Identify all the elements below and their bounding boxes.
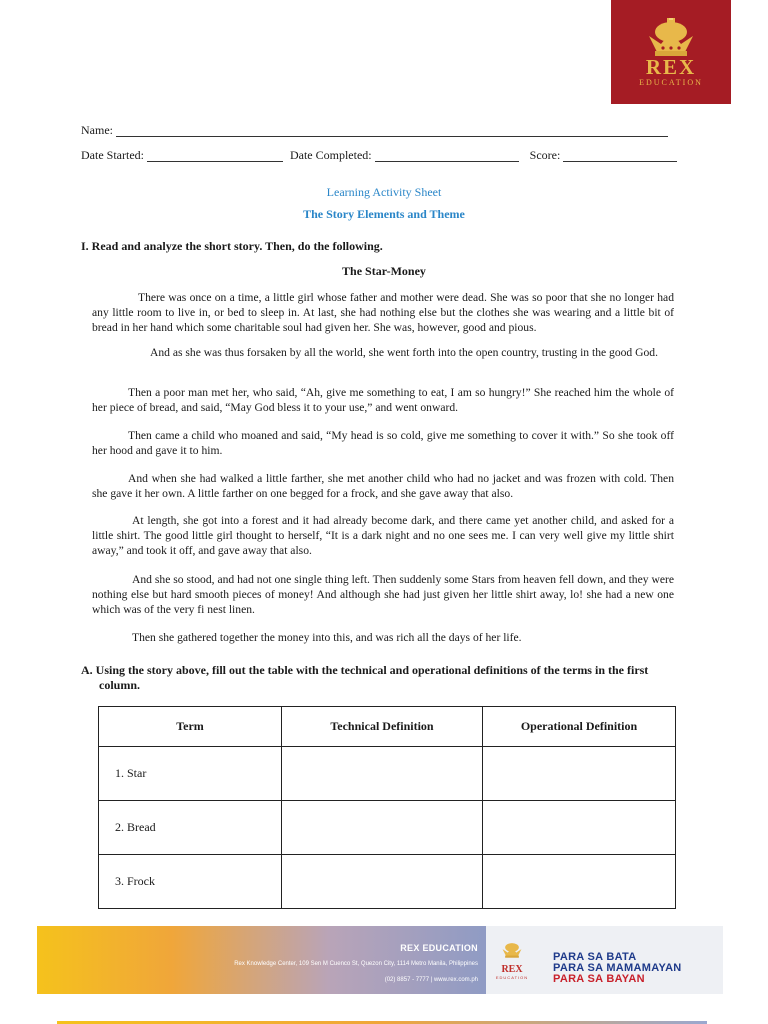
footer-slogan-panel [486, 926, 723, 994]
table-header-row [99, 707, 676, 747]
logo-subtitle: EDUCATION [639, 78, 703, 87]
column-header-technical: Technical Definition [282, 707, 483, 747]
footer-logo-sub: EDUCATION [495, 975, 529, 980]
column-header-operational: Operational Definition [483, 707, 676, 747]
footer-logo-name: REX [501, 964, 523, 975]
slogan-line-3: PARA SA BAYAN [553, 973, 645, 985]
story-title: The Star-Money [342, 264, 426, 278]
footer-banner [37, 926, 723, 994]
rex-education-logo [611, 0, 731, 104]
table-row [99, 747, 676, 801]
story-paragraph: Then a poor man met her, who said, “Ah, give me something to eat, I am so hungry!” She reached him the whole of her piece of bread, and said, “May God bless it to your use,” and went onward. [92, 386, 674, 414]
story-paragraph: And she so stood, and had not one single thing left. Then suddenly some Stars from heaven fell down, and they were nothing else but hard smooth pieces of money! And although she had just given her little shirt away, lo! she had a new one which was of the very fi nest linen. [92, 573, 674, 616]
date-started-label: Date Started: [81, 148, 144, 162]
date-started-field[interactable] [147, 149, 283, 162]
footer-logo [494, 940, 530, 986]
slogan-line-1: PARA SA BATA [553, 951, 637, 963]
story-paragraph: Then she gathered together the money into this, and was rich all the days of her life. [132, 631, 522, 644]
crown-icon [500, 940, 524, 960]
table-row [99, 855, 676, 909]
column-header-term: Term [99, 707, 282, 747]
slogan-line-2: PARA SA MAMAMAYAN [553, 962, 682, 974]
operational-definition-cell[interactable] [483, 855, 676, 909]
date-completed-field[interactable] [375, 149, 519, 162]
story-paragraph: At length, she got into a forest and it had already become dark, and there came yet another child, and asked for a little shirt. The good little girl thought to herself, “It is a dark night and no one sees me. I can very well give my little shirt away,” and took it off, and gave away that also. [92, 514, 674, 557]
task-instruction [81, 663, 681, 693]
date-score-row [81, 148, 677, 162]
term-cell: 2. Bread [99, 801, 282, 855]
operational-definition-cell[interactable] [483, 747, 676, 801]
section-heading: I. Read and analyze the short story. Then, do the following. [81, 239, 383, 253]
logo-name: REX [645, 55, 697, 79]
name-label: Name: [81, 123, 113, 137]
sheet-subtitle: The Story Elements and Theme [303, 207, 465, 221]
date-completed-label: Date Completed: [289, 148, 372, 162]
sheet-title: Learning Activity Sheet [326, 185, 442, 199]
story-paragraph: Then came a child who moaned and said, “My head is so cold, give me something to cover it with.” So she took off her hood and gave it to him. [92, 429, 674, 457]
score-field[interactable] [563, 149, 677, 162]
story-paragraph: There was once on a time, a little girl whose father and mother were dead. She was so poor that she no longer had any little room to live in, or bed to sleep in. At last, she had nothing else but the clothes she was wearing and a little bit of bread in her hand which some charitable soul had given her. She was, however, good and pious. [92, 291, 674, 334]
footer-contact-panel [37, 926, 486, 994]
footer-address: Rex Knowledge Center, 109 Sen M Cuenco St, Quezon City, 1114 Metro Manila, Philippines [234, 961, 478, 967]
score-label: Score: [529, 148, 561, 162]
operational-definition-cell[interactable] [483, 801, 676, 855]
technical-definition-cell[interactable] [282, 801, 483, 855]
table-row [99, 801, 676, 855]
crown-icon [643, 18, 699, 58]
technical-definition-cell[interactable] [282, 747, 483, 801]
task-line-2: column. [99, 678, 141, 692]
story-paragraph: And when she had walked a little farther, she met another child who had no jacket and was frozen with cold. Then she gave it her own. A little farther on one begged for a frock, and she gave away that also. [92, 472, 674, 500]
term-cell: 1. Star [99, 747, 282, 801]
term-cell: 3. Frock [99, 855, 282, 909]
name-field-row [81, 123, 668, 137]
footer-org-name: REX EDUCATION [400, 943, 478, 953]
definitions-table [98, 706, 676, 909]
technical-definition-cell[interactable] [282, 855, 483, 909]
name-field[interactable] [116, 124, 668, 137]
footer-contact: (02) 8857 - 7777 | www.rex.com.ph [384, 977, 478, 983]
story-paragraph: And as she was thus forsaken by all the world, she went forth into the open country, trusting in the good God. [150, 346, 658, 359]
task-line-1: A. Using the story above, fill out the table with the technical and operational definitions of the terms in the first [81, 663, 649, 677]
